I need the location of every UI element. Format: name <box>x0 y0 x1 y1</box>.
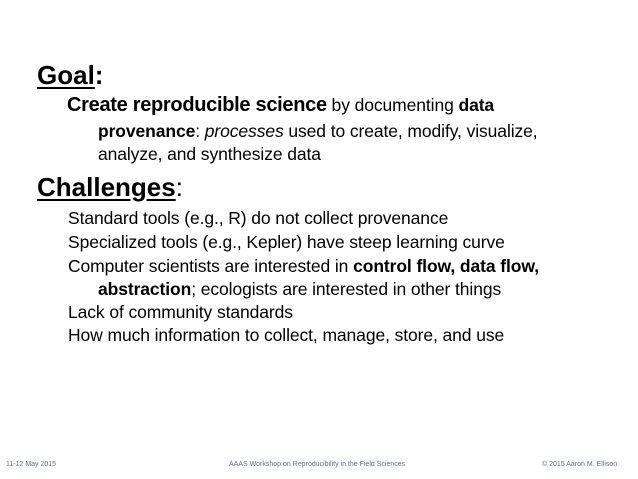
footer-copyright: © 2015 Aaron M. Ellison <box>542 461 618 468</box>
challenge-item: Lack of community standards <box>68 302 293 322</box>
goal-heading <box>37 60 103 90</box>
goal-line-2-bold: provenance <box>98 121 196 141</box>
goal-line-3: analyze, and synthesize data <box>98 144 321 164</box>
goal-colon: : <box>94 60 104 90</box>
footer-date: 11-12 May 2015 <box>6 461 57 468</box>
challenge-item-bold: control flow, data flow, <box>353 256 539 276</box>
challenge-item: Standard tools (e.g., R) do not collect provenance <box>68 208 449 228</box>
goal-line-2 <box>98 119 538 143</box>
goal-lead: Create reproducible science <box>67 94 327 116</box>
goal-line-2-colon: : <box>195 121 205 141</box>
challenge-item: How much information to collect, manage, store, and use <box>68 325 505 345</box>
challenges-colon: : <box>175 172 183 202</box>
challenge-item-continued <box>98 277 501 301</box>
challenges-heading <box>37 172 183 202</box>
goal-line-1-bold: data <box>458 95 495 115</box>
goal-line-2-italic: processes <box>204 121 284 141</box>
challenge-item-cont-bold: abstraction <box>98 279 192 299</box>
challenge-item-cont-text: ; ecologists are interested in other things <box>191 279 502 299</box>
challenge-item: Specialized tools (e.g., Kepler) have steep learning curve <box>68 232 505 252</box>
goal-line-1 <box>67 93 494 117</box>
footer-title: AAAS Workshop on Reproducibility in the Field Sciences <box>229 461 406 468</box>
goal-line-2-text: used to create, modify, visualize, <box>283 121 538 141</box>
challenge-item-text: Computer scientists are interested in <box>68 256 354 276</box>
challenges-label: Challenges <box>37 172 176 202</box>
goal-label: Goal <box>37 60 95 90</box>
goal-line-1-text: by documenting <box>326 95 459 115</box>
challenge-item <box>68 254 539 278</box>
